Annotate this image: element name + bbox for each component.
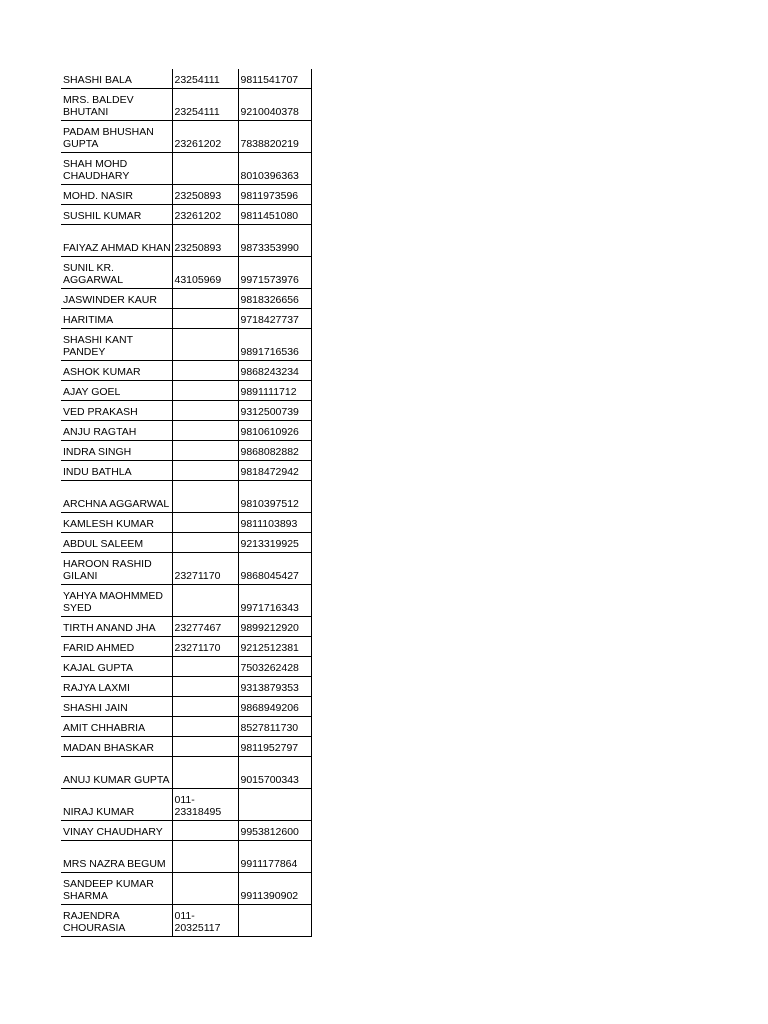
- table-row: [61, 401, 311, 421]
- landline-cell: [172, 737, 238, 757]
- contact-table: [61, 69, 312, 937]
- mobile-cell: 8010396363: [238, 153, 311, 185]
- mobile-cell: 9811451080: [238, 205, 311, 225]
- mobile-cell: 9210040378: [238, 89, 311, 121]
- landline-cell: 23271170: [172, 553, 238, 585]
- name-cell: KAMLESH KUMAR: [61, 513, 172, 533]
- mobile-cell: 9899212920: [238, 617, 311, 637]
- landline-cell: 23254111: [172, 69, 238, 89]
- landline-cell: [172, 441, 238, 461]
- mobile-cell: [238, 789, 311, 821]
- name-cell: FAIYAZ AHMAD KHAN: [61, 225, 172, 257]
- name-cell: FARID AHMED: [61, 637, 172, 657]
- mobile-cell: 9868082882: [238, 441, 311, 461]
- name-cell: JASWINDER KAUR: [61, 289, 172, 309]
- mobile-cell: 9811103893: [238, 513, 311, 533]
- table-row: [61, 329, 311, 361]
- mobile-cell: 9868949206: [238, 697, 311, 717]
- table-row: [61, 205, 311, 225]
- table-row: [61, 289, 311, 309]
- landline-cell: [172, 821, 238, 841]
- name-cell: ASHOK KUMAR: [61, 361, 172, 381]
- mobile-cell: 9213319925: [238, 533, 311, 553]
- name-cell: SUSHIL KUMAR: [61, 205, 172, 225]
- landline-cell: 011-23318495: [172, 789, 238, 821]
- name-cell: PADAM BHUSHAN GUPTA: [61, 121, 172, 153]
- table-row: [61, 441, 311, 461]
- table-row: [61, 481, 311, 513]
- mobile-cell: 9811952797: [238, 737, 311, 757]
- table-row: [61, 225, 311, 257]
- landline-cell: [172, 309, 238, 329]
- name-cell: SHASHI BALA: [61, 69, 172, 89]
- name-cell: SHASHI JAIN: [61, 697, 172, 717]
- table-row: [61, 617, 311, 637]
- mobile-cell: 9818472942: [238, 461, 311, 481]
- name-cell: AJAY GOEL: [61, 381, 172, 401]
- name-cell: RAJYA LAXMI: [61, 677, 172, 697]
- table-row: [61, 697, 311, 717]
- mobile-cell: 9312500739: [238, 401, 311, 421]
- name-cell: MRS. BALDEV BHUTANI: [61, 89, 172, 121]
- landline-cell: [172, 329, 238, 361]
- landline-cell: [172, 585, 238, 617]
- mobile-cell: 9818326656: [238, 289, 311, 309]
- name-cell: VINAY CHAUDHARY: [61, 821, 172, 841]
- name-cell: HARITIMA: [61, 309, 172, 329]
- landline-cell: [172, 841, 238, 873]
- table-row: [61, 821, 311, 841]
- landline-cell: 43105969: [172, 257, 238, 289]
- name-cell: INDRA SINGH: [61, 441, 172, 461]
- landline-cell: [172, 153, 238, 185]
- name-cell: SANDEEP KUMAR SHARMA: [61, 873, 172, 905]
- mobile-cell: 9718427737: [238, 309, 311, 329]
- name-cell: YAHYA MAOHMMED SYED: [61, 585, 172, 617]
- landline-cell: [172, 361, 238, 381]
- table-row: [61, 841, 311, 873]
- landline-cell: [172, 289, 238, 309]
- mobile-cell: 9911177864: [238, 841, 311, 873]
- landline-cell: [172, 421, 238, 441]
- mobile-cell: 9971716343: [238, 585, 311, 617]
- table-row: [61, 121, 311, 153]
- landline-cell: 23261202: [172, 205, 238, 225]
- contact-sheet: [61, 69, 312, 937]
- landline-cell: [172, 513, 238, 533]
- mobile-cell: [238, 905, 311, 937]
- name-cell: SHAH MOHD CHAUDHARY: [61, 153, 172, 185]
- mobile-cell: 9810397512: [238, 481, 311, 513]
- name-cell: ABDUL SALEEM: [61, 533, 172, 553]
- landline-cell: [172, 757, 238, 789]
- table-row: [61, 717, 311, 737]
- table-row: [61, 153, 311, 185]
- mobile-cell: 9911390902: [238, 873, 311, 905]
- mobile-cell: 9891111712: [238, 381, 311, 401]
- name-cell: ANUJ KUMAR GUPTA: [61, 757, 172, 789]
- mobile-cell: 9971573976: [238, 257, 311, 289]
- mobile-cell: 9868243234: [238, 361, 311, 381]
- name-cell: SHASHI KANT PANDEY: [61, 329, 172, 361]
- landline-cell: [172, 717, 238, 737]
- name-cell: ARCHNA AGGARWAL: [61, 481, 172, 513]
- landline-cell: [172, 657, 238, 677]
- table-row: [61, 361, 311, 381]
- name-cell: MRS NAZRA BEGUM: [61, 841, 172, 873]
- table-row: [61, 677, 311, 697]
- name-cell: SUNIL KR. AGGARWAL: [61, 257, 172, 289]
- mobile-cell: 9868045427: [238, 553, 311, 585]
- table-row: [61, 185, 311, 205]
- name-cell: INDU BATHLA: [61, 461, 172, 481]
- table-row: [61, 257, 311, 289]
- mobile-cell: 9810610926: [238, 421, 311, 441]
- name-cell: NIRAJ KUMAR: [61, 789, 172, 821]
- mobile-cell: 9891716536: [238, 329, 311, 361]
- landline-cell: [172, 873, 238, 905]
- mobile-cell: 8527811730: [238, 717, 311, 737]
- mobile-cell: 9015700343: [238, 757, 311, 789]
- landline-cell: 23250893: [172, 225, 238, 257]
- mobile-cell: 9873353990: [238, 225, 311, 257]
- landline-cell: [172, 461, 238, 481]
- mobile-cell: 9313879353: [238, 677, 311, 697]
- name-cell: MADAN BHASKAR: [61, 737, 172, 757]
- landline-cell: 23250893: [172, 185, 238, 205]
- name-cell: ANJU RAGTAH: [61, 421, 172, 441]
- name-cell: AMIT CHHABRIA: [61, 717, 172, 737]
- landline-cell: 23277467: [172, 617, 238, 637]
- name-cell: KAJAL GUPTA: [61, 657, 172, 677]
- landline-cell: 23254111: [172, 89, 238, 121]
- name-cell: TIRTH ANAND JHA: [61, 617, 172, 637]
- table-row: [61, 69, 311, 89]
- contact-rows: [61, 69, 311, 937]
- name-cell: RAJENDRA CHOURASIA: [61, 905, 172, 937]
- mobile-cell: 7838820219: [238, 121, 311, 153]
- name-cell: MOHD. NASIR: [61, 185, 172, 205]
- table-row: [61, 381, 311, 401]
- table-row: [61, 757, 311, 789]
- mobile-cell: 9811973596: [238, 185, 311, 205]
- table-row: [61, 513, 311, 533]
- table-row: [61, 309, 311, 329]
- mobile-cell: 9953812600: [238, 821, 311, 841]
- landline-cell: [172, 481, 238, 513]
- mobile-cell: 9212512381: [238, 637, 311, 657]
- landline-cell: [172, 381, 238, 401]
- table-row: [61, 873, 311, 905]
- table-row: [61, 89, 311, 121]
- table-row: [61, 737, 311, 757]
- landline-cell: 011-20325117: [172, 905, 238, 937]
- table-row: [61, 553, 311, 585]
- table-row: [61, 637, 311, 657]
- table-row: [61, 533, 311, 553]
- table-row: [61, 905, 311, 937]
- name-cell: HAROON RASHID GILANI: [61, 553, 172, 585]
- table-row: [61, 421, 311, 441]
- table-row: [61, 585, 311, 617]
- landline-cell: 23271170: [172, 637, 238, 657]
- landline-cell: [172, 677, 238, 697]
- table-row: [61, 789, 311, 821]
- landline-cell: [172, 401, 238, 421]
- name-cell: VED PRAKASH: [61, 401, 172, 421]
- table-row: [61, 461, 311, 481]
- table-row: [61, 657, 311, 677]
- landline-cell: 23261202: [172, 121, 238, 153]
- landline-cell: [172, 533, 238, 553]
- mobile-cell: 7503262428: [238, 657, 311, 677]
- mobile-cell: 9811541707: [238, 69, 311, 89]
- landline-cell: [172, 697, 238, 717]
